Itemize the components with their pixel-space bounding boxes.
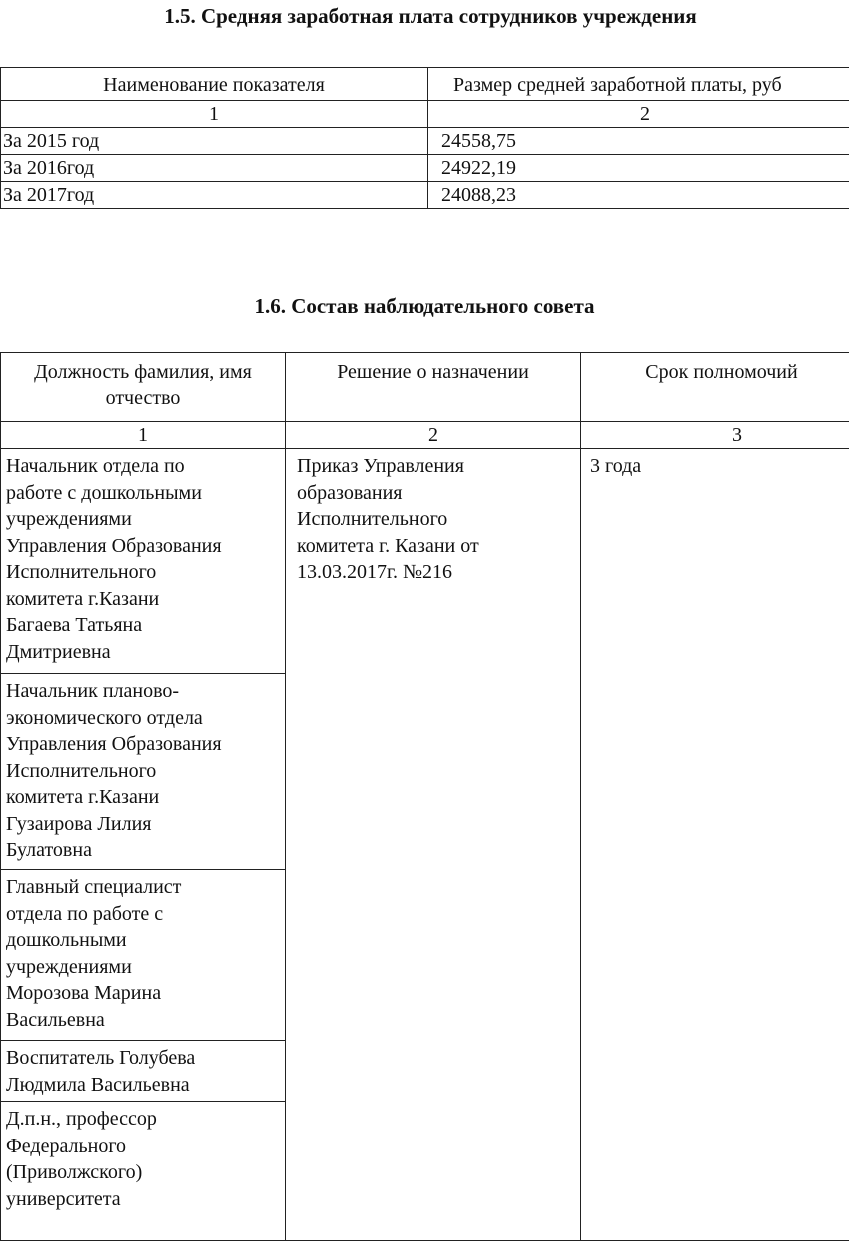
column-number: 1 [1,101,428,128]
salary-size-header: Размер средней заработной платы, руб [428,68,849,101]
decision-line: образования [297,480,580,507]
member-line: работе с дошкольными [6,480,285,507]
decision-line: 13.03.2017г. №216 [297,559,580,586]
member-line: учреждениями [6,506,285,533]
position-name-header [1,353,286,422]
member-line: Морозова Марина [6,980,285,1007]
member-line: Начальник отдела по [6,453,285,480]
member-line: Дмитриевна [6,639,285,666]
table-row [1,155,849,182]
member-line: университета [6,1186,285,1213]
table-row [1,182,849,209]
salary-value: 24088,23 [428,182,849,209]
year-label: За 2016год [1,155,428,182]
year-label: За 2017год [1,182,428,209]
decision-line: Приказ Управления [297,453,580,480]
member-position-name [1,870,286,1041]
supervisory-council-table [0,352,849,1241]
salary-section-title: 1.5. Средняя заработная плата сотрудников учреждения [6,4,849,29]
member-line: Гузаирова Лилия [6,811,285,838]
member-line: экономического отдела [6,705,285,732]
member-position-name [1,1102,286,1241]
decision-line: комитета г. Казани от [297,533,580,560]
member-line: Управления Образования [6,533,285,560]
member-position-name [1,449,286,674]
term-of-office-header [581,353,849,422]
indicator-name-header: Наименование показателя [1,68,428,101]
member-line: Исполнительного [6,559,285,586]
column-number: 1 [1,422,286,449]
column-number: 2 [428,101,849,128]
member-position-name [1,674,286,870]
header-line: Должность фамилия, имя [1,359,285,385]
member-line: Исполнительного [6,758,285,785]
salary-table-header-row [1,68,849,101]
member-line: Федерального [6,1133,285,1160]
salary-table [0,67,849,209]
member-line: (Приволжского) [6,1159,285,1186]
council-table-header-row [1,353,849,422]
table-row [1,128,849,155]
member-line: дошкольными [6,927,285,954]
year-label: За 2015 год [1,128,428,155]
member-line: Главный специалист [6,874,285,901]
header-line: Решение о назначении [286,359,580,385]
salary-value: 24922,19 [428,155,849,182]
member-line: Людмила Васильевна [6,1072,285,1099]
member-position-name [1,1041,286,1102]
member-line: Васильевна [6,1007,285,1034]
table-row [1,449,849,674]
member-line: Д.п.н., профессор [6,1106,285,1133]
council-column-numbers-row [1,422,849,449]
member-line: отдела по работе с [6,901,285,928]
appointment-decision-header [286,353,581,422]
decision-line: Исполнительного [297,506,580,533]
member-line: Воспитатель Голубева [6,1045,285,1072]
term-of-office-cell: 3 года [581,449,849,1241]
appointment-decision-cell [286,449,581,1241]
member-line: комитета г.Казани [6,586,285,613]
member-line: Булатовна [6,837,285,864]
council-section-title: 1.6. Состав наблюдательного совета [0,294,849,319]
salary-column-numbers-row [1,101,849,128]
member-line: Начальник планово- [6,678,285,705]
member-line: комитета г.Казани [6,784,285,811]
header-line: отчество [1,385,285,411]
header-line: Срок полномочий [581,359,849,385]
salary-value: 24558,75 [428,128,849,155]
member-line: Багаева Татьяна [6,612,285,639]
column-number: 2 [286,422,581,449]
member-line: Управления Образования [6,731,285,758]
member-line: учреждениями [6,954,285,981]
column-number: 3 [581,422,849,449]
